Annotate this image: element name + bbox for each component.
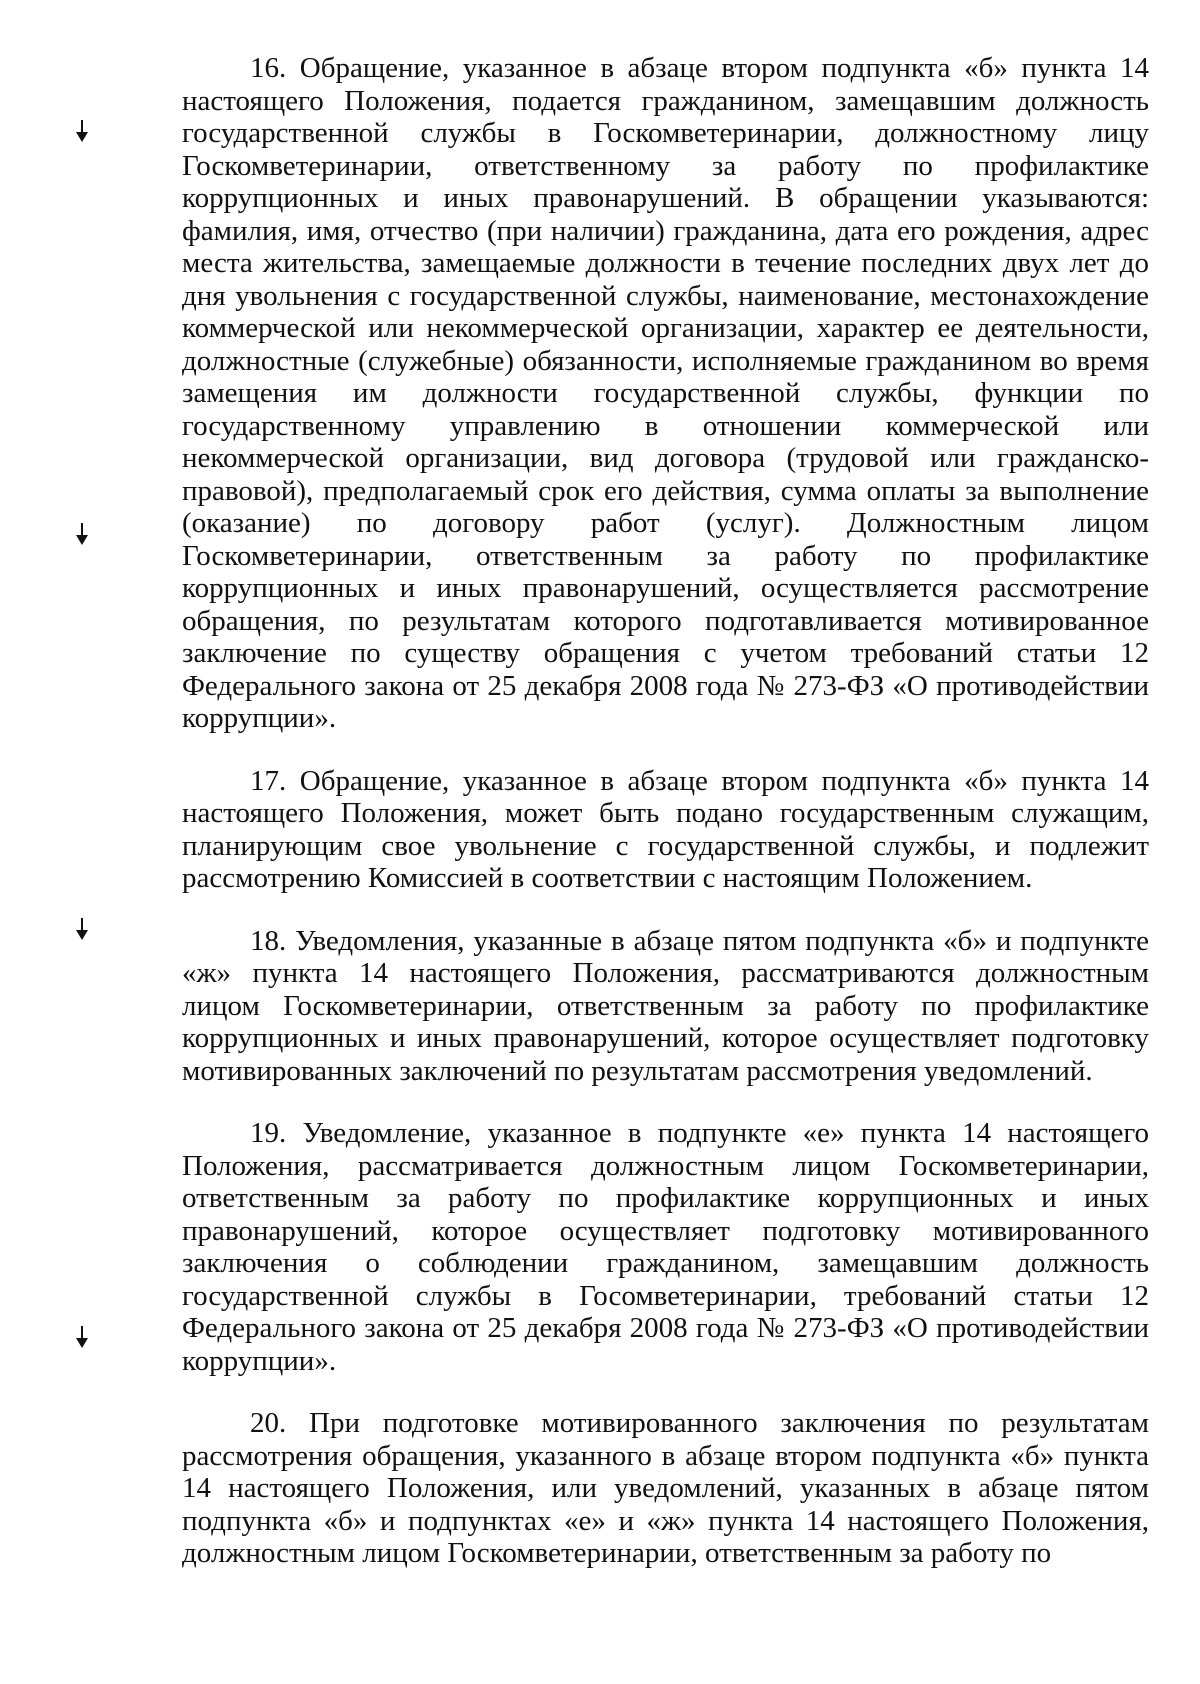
paragraph-19: 19. Уведомление, указанное в подпункте «е» пункта 14 настоящего Положения, рассматривается должностным лицом Госкомветеринарии, ответственным за работу по профилактике коррупционных и иных правонарушений, которое осуществляет подготовку мотивированного заключения о соблюдении гражданином, замещавшим должность государственной службы в Госомветеринарии, требований статьи 12 Федерального закона от 25 декабря 2008 года № 273-ФЗ «О противодействии коррупции».	[182, 1117, 1149, 1377]
paragraph-17: 17. Обращение, указанное в абзаце втором подпункта «б» пункта 14 настоящего Положения, может быть подано государственным служащим, планирующим свое увольнение с государственной службы, и подлежит рассмотрению Комиссией в соответствии с настоящим Положением.	[182, 764, 1149, 894]
paragraph-16: 16. Обращение, указанное в абзаце втором подпункта «б» пункта 14 настоящего Положения, подается гражданином, замещавшим должность государственной службы в Госкомветеринарии, должностному лицу Госкомветеринарии, ответственному за работу по профилактике коррупционных и иных правонарушений. В обращении указываются: фамилия, имя, отчество (при наличии) гражданина, дата его рождения, адрес места жительства, замещаемые должности в течение последних двух лет до дня увольнения с государственной службы, наименование, местонахождение коммерческой или некоммерческой организации, характер ее деятельности, должностные (служебные) обязанности, исполняемые гражданином во время замещения им должности государственной службы, функции по государственному управлению в отношении коммерческой или некоммерческой организации, вид договора (трудовой или гражданско-правовой), предполагаемый срок его действия, сумма оплаты за выполнение (оказание) по договору работ (услуг). Должностным лицом Госкомветеринарии, ответственным за работу по профилактике коррупционных и иных правонарушений, осуществляется рассмотрение обращения, по результатам которого подготавливается мотивированное заключение по существу обращения с учетом требований статьи 12 Федерального закона от 25 декабря 2008 года № 273-ФЗ «О противодействии коррупции».	[182, 52, 1149, 734]
margin-arrow-mark-icon	[74, 118, 90, 144]
margin-arrow-mark-icon	[74, 521, 90, 547]
paragraph-18: 18. Уведомления, указанные в абзаце пятом подпункта «б» и подпункте «ж» пункта 14 настоящего Положения, рассматриваются должностным лицом Госкомветеринарии, ответственным за работу по профилактике коррупционных и иных правонарушений, которое осуществляет подготовку мотивированных заключений по результатам рассмотрения уведомлений.	[182, 924, 1149, 1087]
paragraph-20: 20. При подготовке мотивированного заключения по результатам рассмотрения обращения, указанного в абзаце втором подпункта «б» пункта 14 настоящего Положения, или уведомлений, указанных в абзаце пятом подпункта «б» и подпунктах «е» и «ж» пункта 14 настоящего Положения, должностным лицом Госкомветеринарии, ответственным за работу по	[182, 1407, 1149, 1569]
document-body	[182, 52, 1149, 1570]
margin-arrow-mark-icon	[74, 916, 90, 942]
margin-arrow-mark-icon	[74, 1324, 90, 1350]
